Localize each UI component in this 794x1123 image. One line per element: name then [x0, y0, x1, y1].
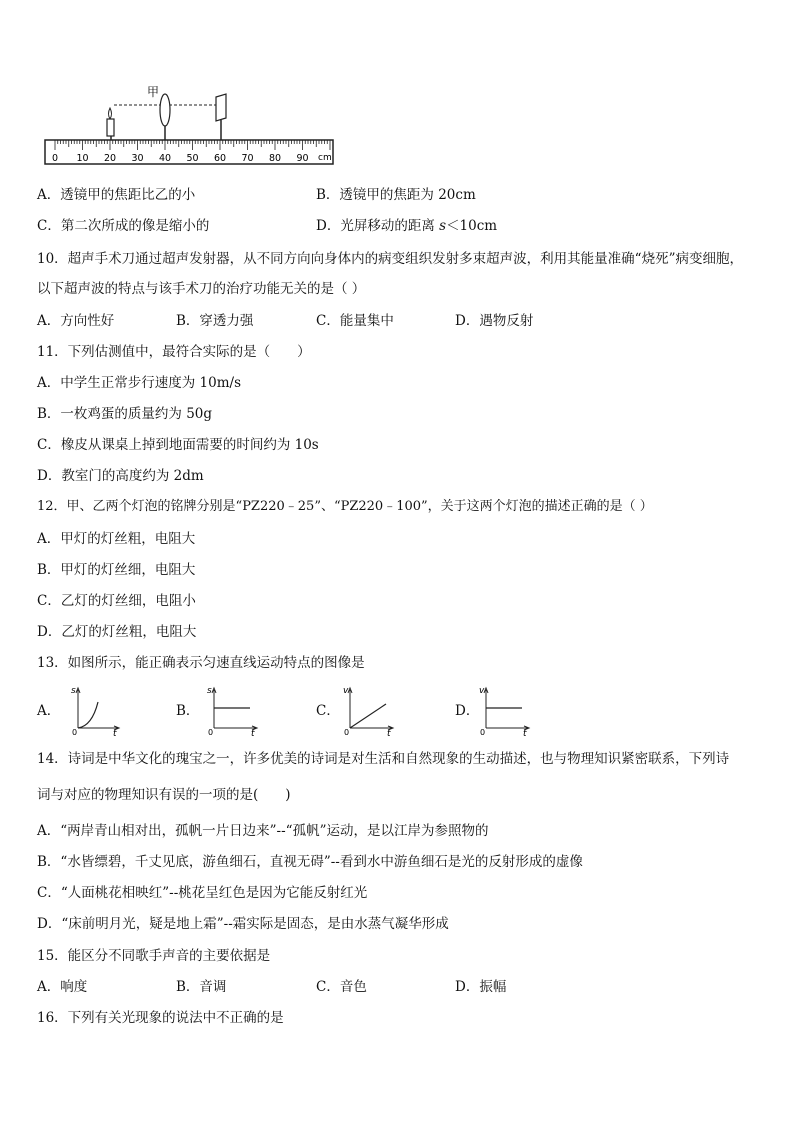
q10-option-a[interactable]: A．方向性好	[37, 313, 115, 329]
ruler-tick-label: 70	[241, 153, 254, 164]
ruler-tick-label: 30	[131, 153, 144, 164]
q9-option-d-var: s	[439, 218, 447, 234]
q10-option-d[interactable]: D．遇物反射	[455, 313, 534, 329]
q15-option-a[interactable]: A．响度	[37, 979, 88, 995]
q13-a-origin: 0	[72, 728, 78, 736]
q12-option-a[interactable]: A．甲灯的灯丝粗，电阻大	[37, 531, 196, 547]
ruler-unit: cm	[318, 153, 332, 163]
q11-option-d[interactable]: D．教室门的高度约为 2dm	[37, 468, 204, 484]
q15-option-b[interactable]: B．音调	[176, 979, 227, 995]
q13-option-d[interactable]: D．	[455, 703, 480, 719]
q13-b-ylabel: s	[207, 686, 212, 696]
q9-option-d-prefix: D．光屏移动的距离	[316, 218, 440, 234]
q11-option-c[interactable]: C．橡皮从课桌上掉到地面需要的时间约为 10s	[37, 437, 319, 453]
ruler-tick-label: 90	[296, 153, 309, 164]
q14-option-b[interactable]: B．“水皆缥碧，千丈见底，游鱼细石，直视无碍”--看到水中游鱼细石是光的反射形成的虚像	[37, 854, 583, 870]
q16-stem: 16．下列有关光现象的说法中不正确的是	[37, 1010, 284, 1026]
ruler-tick-label: 20	[103, 153, 117, 164]
q14-option-d[interactable]: D．“床前明月光，疑是地上霜”--霜实际是固态，是由水蒸气凝华形成	[37, 916, 449, 932]
q13-c-xlabel: t	[387, 729, 391, 736]
q13-option-b[interactable]: B．	[176, 703, 200, 719]
q14-stem-line2: 词与对应的物理知识有误的一项的是( )	[37, 787, 291, 803]
q13-c-ylabel: v	[343, 686, 349, 696]
q13-a-ylabel: s	[71, 686, 76, 696]
q10-option-c[interactable]: C．能量集中	[316, 313, 394, 329]
q9-option-a[interactable]: A．透镜甲的焦距比乙的小	[37, 187, 196, 203]
q11-option-b[interactable]: B．一枚鸡蛋的质量约为 50g	[37, 406, 213, 422]
q13-graph-a[interactable]	[70, 684, 122, 736]
ruler-tick-label: 10	[76, 153, 89, 164]
q13-d-ylabel: v	[479, 686, 485, 696]
q13-stem: 13．如图所示，能正确表示匀速直线运动特点的图像是	[37, 655, 365, 671]
q12-option-d[interactable]: D．乙灯的灯丝粗，电阻大	[37, 624, 197, 640]
optical-bench-figure	[40, 82, 340, 166]
q9-option-d[interactable]	[316, 217, 497, 235]
q10-option-b[interactable]: B．穿透力强	[176, 313, 254, 329]
ruler-tick-label: 60	[213, 153, 227, 164]
q15-stem: 15．能区分不同歌手声音的主要依据是	[37, 948, 271, 964]
q12-stem: 12．甲、乙两个灯泡的铭牌分别是“PZ220﹣25”、“PZ220﹣100”，关于这两个灯泡的描述正确的是（ ）	[37, 499, 653, 514]
ruler-tick-label: 40	[158, 153, 172, 164]
lens-label: 甲	[147, 85, 160, 99]
q13-option-a[interactable]: A．	[37, 703, 61, 719]
q10-stem-line1: 10．超声手术刀通过超声发射器，从不同方向向身体内的病变组织发射多束超声波，利用其能量准确“烧死”病变细胞，	[37, 251, 743, 267]
ruler-tick-label: 80	[268, 153, 282, 164]
q13-c-origin: 0	[344, 728, 350, 736]
ruler-tick-label: 0	[51, 153, 59, 164]
q10-stem-line2: 以下超声波的特点与该手术刀的治疗功能无关的是（ ）	[37, 281, 366, 297]
q15-option-d[interactable]: D．振幅	[455, 979, 507, 995]
q9-option-b[interactable]: B．透镜甲的焦距为 20cm	[316, 187, 476, 203]
q13-b-xlabel: t	[251, 729, 255, 736]
q13-graph-c[interactable]	[342, 684, 398, 736]
q11-stem: 11．下列估测值中，最符合实际的是（ ）	[37, 344, 311, 360]
q11-option-a[interactable]: A．中学生正常步行速度为 10m/s	[37, 375, 241, 391]
q13-a-xlabel: t	[113, 729, 117, 736]
q13-graph-d[interactable]	[478, 684, 534, 736]
lens	[160, 94, 170, 126]
q14-stem-line1: 14．诗词是中华文化的瑰宝之一，许多优美的诗词是对生活和自然现象的生动描述，也与物理知识紧密联系，下列诗	[37, 751, 730, 767]
ruler-tick-label: 50	[186, 153, 199, 164]
q9-option-c[interactable]: C．第二次所成的像是缩小的	[37, 218, 210, 234]
q13-option-c[interactable]: C．	[316, 703, 340, 719]
q13-d-origin: 0	[480, 728, 486, 736]
q13-b-origin: 0	[208, 728, 214, 736]
q14-option-c[interactable]: C．“人面桃花相映红”--桃花呈红色是因为它能反射红光	[37, 885, 368, 901]
q14-option-a[interactable]: A．“两岸青山相对出，孤帆一片日边来”--“孤帆”运动，是以江岸为参照物的	[37, 823, 489, 839]
q12-option-c[interactable]: C．乙灯的灯丝细，电阻小	[37, 593, 196, 609]
candle	[107, 108, 114, 136]
light-screen	[216, 94, 226, 121]
q15-option-c[interactable]: C．音色	[316, 979, 367, 995]
q13-d-xlabel: t	[523, 729, 527, 736]
q13-graph-b[interactable]	[206, 684, 262, 736]
q12-option-b[interactable]: B．甲灯的灯丝细，电阻大	[37, 562, 196, 578]
q9-option-d-suffix: ＜10cm	[446, 218, 498, 234]
